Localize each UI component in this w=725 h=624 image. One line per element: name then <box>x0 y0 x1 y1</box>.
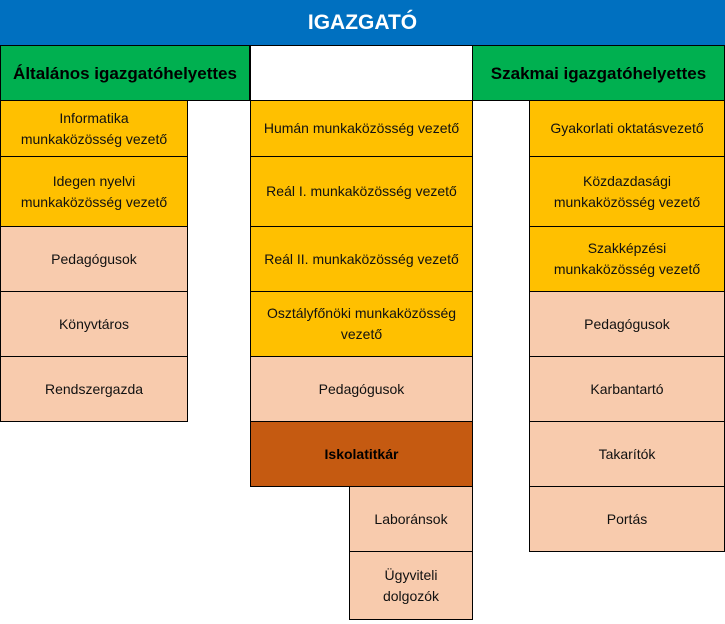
right-item: Takarítók <box>529 421 725 487</box>
left-item: Pedagógusok <box>0 226 188 292</box>
right-item: Szakképzési munkaközösség vezető <box>529 226 725 292</box>
right-item: Karbantartó <box>529 356 725 422</box>
right-item: Portás <box>529 486 725 552</box>
left-item: Idegen nyelvi munkaközösség vezető <box>0 156 188 227</box>
general-deputy-head: Általános igazgatóhelyettes <box>0 45 250 101</box>
left-item: Könyvtáros <box>0 291 188 357</box>
left-item: Rendszergazda <box>0 356 188 422</box>
left-item: Informatika munkaközösség vezető <box>0 100 188 157</box>
sub-item: Laboránsok <box>349 486 473 552</box>
middle-item: Osztályfőnöki munkaközösség vezető <box>250 291 473 357</box>
professional-deputy-head: Szakmai igazgatóhelyettes <box>472 45 725 101</box>
middle-item: Reál II. munkaközösség vezető <box>250 226 473 292</box>
middle-item: Reál I. munkaközösség vezető <box>250 156 473 227</box>
empty-header-cell <box>250 45 473 101</box>
middle-item: Pedagógusok <box>250 356 473 422</box>
right-item: Gyakorlati oktatásvezető <box>529 100 725 157</box>
right-item: Közdazdasági munkaközösség vezető <box>529 156 725 227</box>
middle-item: Humán munkaközösség vezető <box>250 100 473 157</box>
sub-item: Ügyviteli dolgozók <box>349 551 473 620</box>
right-item: Pedagógusok <box>529 291 725 357</box>
director-header: IGAZGATÓ <box>0 0 725 45</box>
secretary-box: Iskolatitkár <box>250 421 473 487</box>
